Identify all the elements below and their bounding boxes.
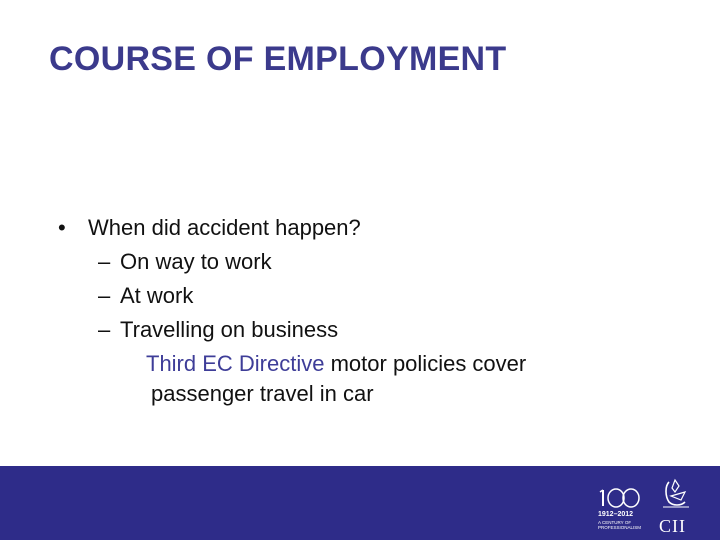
- dash-marker: –: [98, 317, 111, 342]
- centenary-subtitle-line-2: PROFESSIONALISM: [598, 525, 642, 530]
- sub-item-text: At work: [120, 283, 194, 308]
- slide-title: COURSE OF EMPLOYMENT: [49, 40, 507, 78]
- centenary-subtitle-line-1: A CENTURY OF: [598, 520, 632, 525]
- third-ec-directive-link[interactable]: Third EC Directive: [146, 351, 325, 376]
- centenary-100-logo: [598, 486, 648, 534]
- cii-crest-logo: [655, 476, 695, 534]
- note-rest-text: motor policies cover: [324, 351, 527, 376]
- centenary-subtitle: [598, 520, 648, 530]
- sub-item-text: On way to work: [120, 249, 272, 274]
- footer-band: [0, 466, 720, 540]
- bullet-text: When did accident happen?: [88, 215, 361, 240]
- note-text: [146, 347, 526, 381]
- centenary-years: 1912–2012: [598, 511, 634, 518]
- sub-item-text: Travelling on business: [120, 317, 339, 342]
- dash-marker: –: [98, 249, 111, 274]
- dash-marker: –: [98, 283, 111, 308]
- centenary-100-icon: [598, 486, 648, 510]
- cii-crest-icon: [655, 476, 695, 516]
- cii-wordmark: CII: [659, 516, 686, 536]
- bullet-marker: •: [58, 215, 66, 240]
- note-text-line-2: passenger travel in car: [151, 381, 374, 406]
